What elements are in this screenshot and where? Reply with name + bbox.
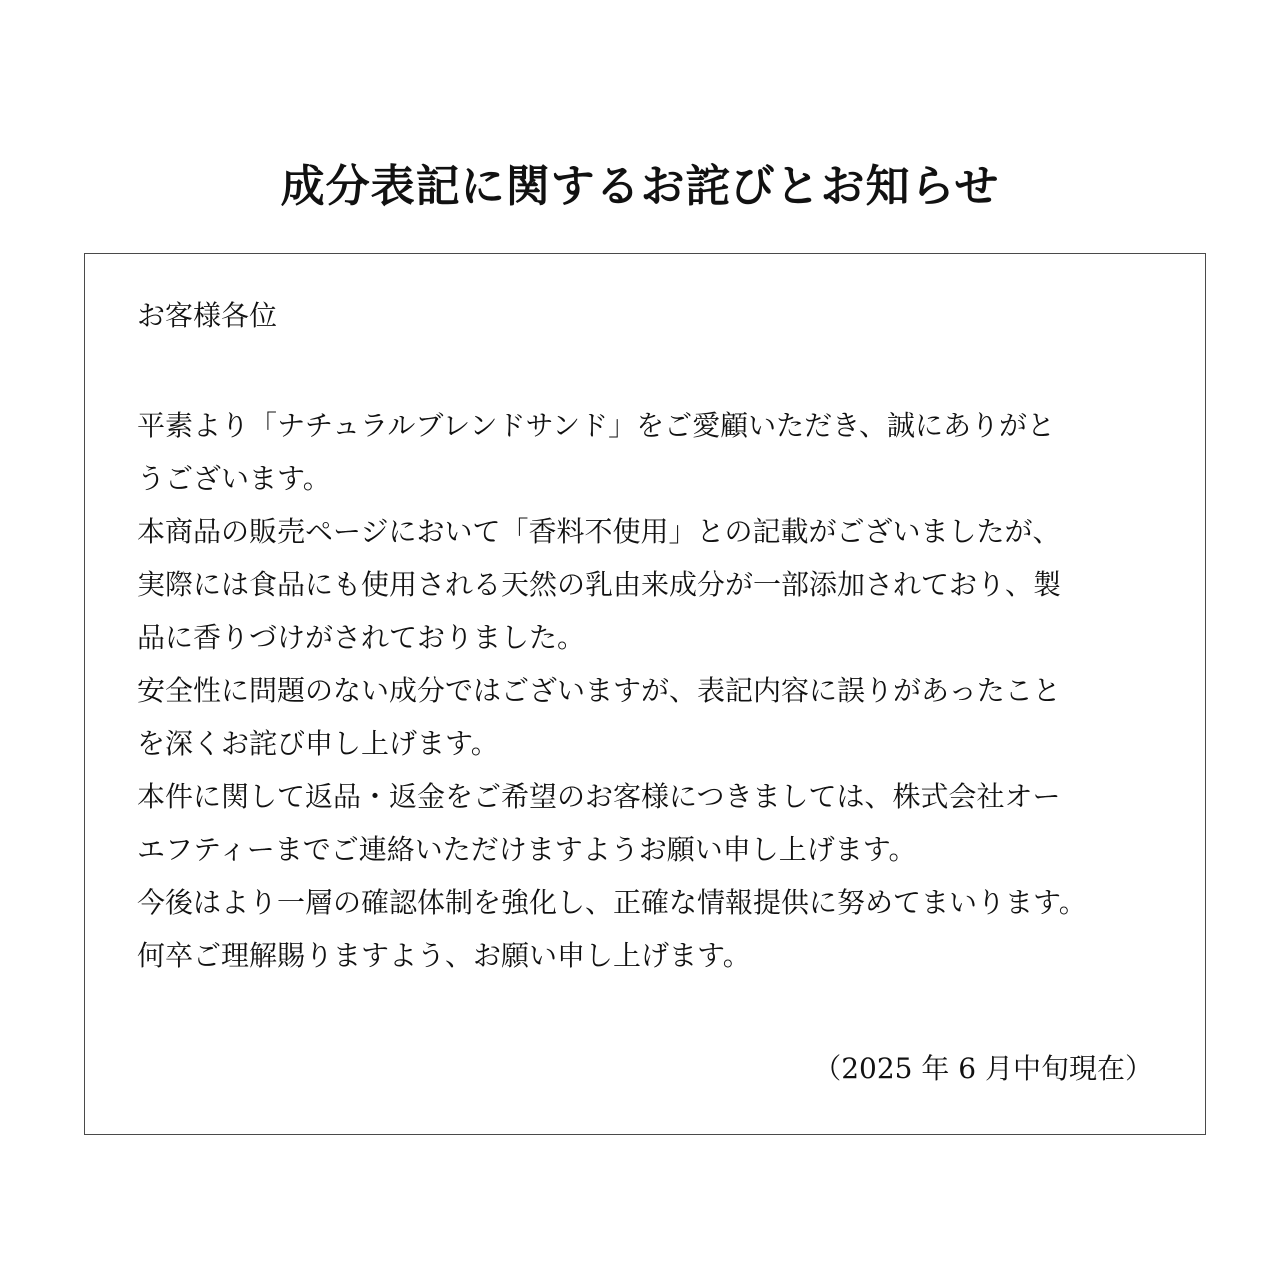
dateline: （2025 年 6 月中旬現在）	[813, 1052, 1153, 1085]
text-line: 品に香りづけがされておりました。	[137, 621, 586, 654]
notice-box	[84, 253, 1206, 1135]
text-line: 本件に関して返品・返金をご希望のお客様につきましては、株式会社オー	[137, 780, 1061, 813]
paragraph-future	[137, 876, 1157, 929]
page-title: 成分表記に関するお詫びとお知らせ	[280, 161, 1000, 212]
salutation: お客様各位	[137, 299, 278, 332]
text-line: 実際には食品にも使用される天然の乳由来成分が一部添加されており、製	[137, 568, 1062, 601]
paragraph-thanks	[137, 399, 1157, 505]
notice-body	[137, 399, 1157, 982]
paragraph-issue	[137, 505, 1157, 664]
text-line: を深くお詫び申し上げます。	[137, 727, 499, 760]
text-line: エフティーまでご連絡いただけますようお願い申し上げます。	[137, 833, 917, 866]
text-line: 何卒ご理解賜りますよう、お願い申し上げます。	[137, 939, 751, 972]
paragraph-refund	[137, 770, 1157, 876]
paragraph-apology	[137, 664, 1157, 770]
text-line: 平素より「ナチュラルブレンドサンド」をご愛顧いただき、誠にありがと	[137, 409, 1055, 442]
text-line: 今後はより一層の確認体制を強化し、正確な情報提供に努めてまいります。	[137, 886, 1087, 919]
text-line: 安全性に問題のない成分ではございますが、表記内容に誤りがあったこと	[137, 674, 1061, 707]
paragraph-closing	[137, 929, 1157, 982]
text-line: うございます。	[137, 462, 331, 495]
text-line: 本商品の販売ページにおいて「香料不使用」との記載がございましたが、	[137, 515, 1061, 548]
